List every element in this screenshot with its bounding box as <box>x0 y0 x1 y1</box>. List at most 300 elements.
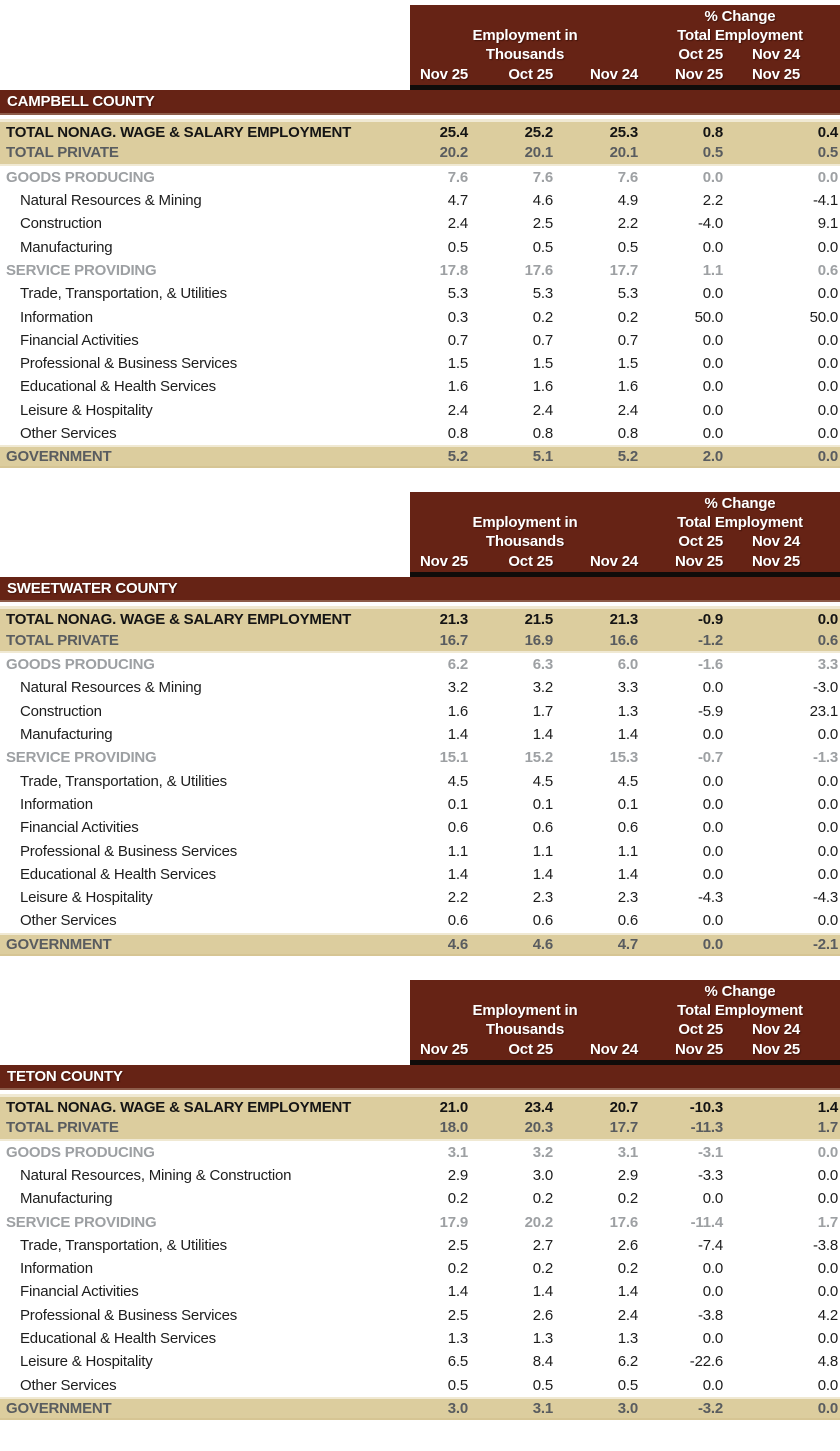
county-section <box>0 5 840 468</box>
row-label: Trade, Transportation, & Utilities <box>20 285 227 303</box>
cell-value: 0.0 <box>817 331 838 349</box>
total-employment-label: Total Employment <box>677 1001 803 1019</box>
cell-value: -1.3 <box>812 749 838 767</box>
header-row-4 <box>410 551 840 572</box>
cell-value: 4.6 <box>532 935 553 953</box>
table-row <box>0 329 840 352</box>
cell-value: 0.7 <box>447 331 468 349</box>
row-label: TOTAL NONAG. WAGE & SALARY EMPLOYMENT <box>6 1098 352 1116</box>
table-row <box>0 259 840 282</box>
col-label-nov25: Nov 25 <box>420 66 468 83</box>
cell-value: 4.7 <box>447 192 468 210</box>
row-label: Trade, Transportation, & Utilities <box>20 1236 227 1254</box>
cell-value: -1.2 <box>697 631 723 649</box>
cell-value: 20.1 <box>524 144 553 162</box>
table-body <box>0 1094 840 1420</box>
cell-value: 1.1 <box>702 261 723 279</box>
cell-value: 0.0 <box>817 819 838 837</box>
cell-value: 0.1 <box>617 795 638 813</box>
county-band <box>0 1065 840 1090</box>
cell-value: 4.8 <box>817 1353 838 1371</box>
cell-value: 20.1 <box>609 144 638 162</box>
cell-value: 1.1 <box>532 842 553 860</box>
cell-value: 0.6 <box>617 912 638 930</box>
table-row <box>0 630 840 653</box>
cell-value: 0.0 <box>817 1399 838 1417</box>
cell-value: 0.5 <box>702 144 723 162</box>
row-label: Trade, Transportation, & Utilities <box>20 772 227 790</box>
cell-value: 0.0 <box>702 679 723 697</box>
table-row <box>0 909 840 932</box>
cell-value: 7.6 <box>532 168 553 186</box>
cell-value: 2.5 <box>447 1306 468 1324</box>
cell-value: 23.4 <box>524 1098 553 1116</box>
county-name: CAMPBELL COUNTY <box>7 93 155 110</box>
cell-value: 1.6 <box>447 702 468 720</box>
row-label: Professional & Business Services <box>20 1306 238 1324</box>
header-spacer <box>410 982 640 1001</box>
cell-value: 0.5 <box>617 1376 638 1394</box>
cell-value: -0.9 <box>697 611 723 629</box>
change-nov24-top-label: Nov 24 <box>752 533 800 551</box>
cell-value: 0.0 <box>817 168 838 186</box>
cell-value: -3.8 <box>697 1306 723 1324</box>
row-label: Leisure & Hospitality <box>20 401 153 419</box>
cell-value: 3.1 <box>447 1143 468 1161</box>
cell-value: 0.0 <box>817 401 838 419</box>
cell-value: 0.6 <box>817 261 838 279</box>
cell-value: 3.0 <box>532 1166 553 1184</box>
total-employment-label: Total Employment <box>677 514 803 532</box>
row-label: Leisure & Hospitality <box>20 889 153 907</box>
cell-value: 0.0 <box>702 842 723 860</box>
cell-value: 0.0 <box>702 238 723 256</box>
cell-value: 2.4 <box>617 401 638 419</box>
col-label-nov25: Nov 25 <box>420 553 468 571</box>
header-row-1 <box>410 982 840 1001</box>
cell-value: 21.3 <box>609 611 638 629</box>
cell-value: 4.6 <box>532 192 553 210</box>
row-label: Educational & Health Services <box>20 865 216 883</box>
header-row-4 <box>410 1039 840 1060</box>
table-row <box>0 1327 840 1350</box>
cell-value: 3.0 <box>447 1399 468 1417</box>
cell-value: 0.0 <box>817 355 838 373</box>
cell-value: 0.0 <box>702 1260 723 1278</box>
cell-value: 8.4 <box>532 1353 553 1371</box>
cell-value: 0.2 <box>447 1190 468 1208</box>
cell-value: 2.2 <box>447 889 468 907</box>
table-row <box>0 1187 840 1210</box>
col-label-nov24: Nov 24 <box>590 66 638 83</box>
table-row <box>0 839 840 862</box>
cell-value: 5.1 <box>532 448 553 466</box>
table-row <box>0 1257 840 1280</box>
cell-value: 0.2 <box>532 1260 553 1278</box>
cell-value: 1.4 <box>817 1098 838 1116</box>
cell-value: 17.7 <box>609 261 638 279</box>
header-row-3 <box>410 45 840 64</box>
row-label: Manufacturing <box>20 726 113 744</box>
cell-value: 0.0 <box>817 611 838 629</box>
cell-value: 0.4 <box>817 123 838 141</box>
table-row <box>0 1280 840 1303</box>
cell-value: 1.4 <box>447 726 468 744</box>
cell-value: 1.6 <box>447 378 468 396</box>
table-row <box>0 142 840 165</box>
table-body <box>0 606 840 955</box>
cell-value: 50.0 <box>694 308 723 326</box>
col-label-chg-nov25-2: Nov 25 <box>752 553 800 571</box>
cell-value: 5.2 <box>617 448 638 466</box>
cell-value: -11.3 <box>690 1119 723 1137</box>
row-label: Natural Resources & Mining <box>20 192 202 210</box>
cell-value: 1.4 <box>532 726 553 744</box>
cell-value: 1.3 <box>447 1330 468 1348</box>
cell-value: 2.6 <box>532 1306 553 1324</box>
cell-value: 2.5 <box>532 215 553 233</box>
row-label: GOVERNMENT <box>6 935 112 953</box>
col-label-chg-nov25-2: Nov 25 <box>752 66 800 83</box>
cell-value: 25.4 <box>439 123 468 141</box>
cell-value: 1.4 <box>447 865 468 883</box>
change-oct25-top-label: Oct 25 <box>678 533 723 551</box>
row-label: SERVICE PROVIDING <box>6 749 157 767</box>
cell-value: 0.0 <box>702 355 723 373</box>
row-label: SERVICE PROVIDING <box>6 261 157 279</box>
cell-value: 1.4 <box>447 1283 468 1301</box>
cell-value: 0.2 <box>617 1260 638 1278</box>
cell-value: 18.0 <box>439 1119 468 1137</box>
change-oct25-top-label: Oct 25 <box>678 46 723 63</box>
cell-value: 2.9 <box>447 1166 468 1184</box>
cell-value: -2.1 <box>812 935 838 953</box>
cell-value: -4.1 <box>812 192 838 210</box>
cell-value: 0.0 <box>817 1330 838 1348</box>
row-label: TOTAL PRIVATE <box>6 631 119 649</box>
cell-value: 17.6 <box>524 261 553 279</box>
cell-value: 1.7 <box>817 1213 838 1231</box>
cell-value: 0.2 <box>447 1260 468 1278</box>
cell-value: 2.4 <box>447 401 468 419</box>
change-nov24-top-label: Nov 24 <box>752 1020 800 1038</box>
table-row <box>0 422 840 445</box>
cell-value: 3.1 <box>532 1399 553 1417</box>
row-label: Financial Activities <box>20 331 139 349</box>
cell-value: -7.4 <box>697 1236 723 1254</box>
table-row <box>0 1094 840 1117</box>
cell-value: 5.3 <box>617 285 638 303</box>
table-row <box>0 375 840 398</box>
row-label: Other Services <box>20 912 117 930</box>
cell-value: 6.2 <box>447 656 468 674</box>
cell-value: 17.6 <box>609 1213 638 1231</box>
cell-value: 9.1 <box>817 215 838 233</box>
header-spacer <box>410 7 640 26</box>
cell-value: 7.6 <box>447 168 468 186</box>
cell-value: 0.5 <box>532 1376 553 1394</box>
table-row <box>0 235 840 258</box>
cell-value: 1.4 <box>532 865 553 883</box>
column-header <box>410 492 840 577</box>
row-label: TOTAL PRIVATE <box>6 1119 119 1137</box>
table-row <box>0 282 840 305</box>
cell-value: 1.1 <box>447 842 468 860</box>
table-row <box>0 305 840 328</box>
cell-value: 1.5 <box>532 355 553 373</box>
cell-value: 6.2 <box>617 1353 638 1371</box>
row-label: GOVERNMENT <box>6 1399 112 1417</box>
cell-value: 0.0 <box>702 168 723 186</box>
cell-value: -11.4 <box>690 1213 723 1231</box>
cell-value: 0.5 <box>447 238 468 256</box>
header-row-2 <box>410 1001 840 1020</box>
row-label: TOTAL NONAG. WAGE & SALARY EMPLOYMENT <box>6 123 352 141</box>
cell-value: 1.3 <box>617 702 638 720</box>
cell-value: 0.0 <box>702 1330 723 1348</box>
table-row <box>0 606 840 629</box>
header-row-3 <box>410 532 840 551</box>
table-row <box>0 399 840 422</box>
cell-value: 0.0 <box>817 865 838 883</box>
cell-value: 1.7 <box>532 702 553 720</box>
table-row <box>0 770 840 793</box>
cell-value: 0.6 <box>447 912 468 930</box>
col-label-oct25: Oct 25 <box>508 66 553 83</box>
cell-value: 0.0 <box>702 1283 723 1301</box>
cell-value: 0.0 <box>817 726 838 744</box>
pct-change-label: % Change <box>704 495 776 513</box>
cell-value: 1.3 <box>532 1330 553 1348</box>
header-spacer <box>410 494 640 513</box>
cell-value: 0.3 <box>447 308 468 326</box>
row-label: TOTAL PRIVATE <box>6 144 119 162</box>
cell-value: 3.1 <box>617 1143 638 1161</box>
cell-value: -3.2 <box>697 1399 723 1417</box>
cell-value: -5.9 <box>697 702 723 720</box>
cell-value: 20.2 <box>439 144 468 162</box>
table-body <box>0 119 840 468</box>
pct-change-label: % Change <box>704 8 776 25</box>
cell-value: 0.2 <box>617 1190 638 1208</box>
cell-value: 6.5 <box>447 1353 468 1371</box>
row-label: Manufacturing <box>20 238 113 256</box>
cell-value: 17.9 <box>439 1213 468 1231</box>
cell-value: 23.1 <box>809 702 838 720</box>
cell-value: 21.5 <box>524 611 553 629</box>
row-label: Construction <box>20 215 102 233</box>
cell-value: 0.0 <box>702 795 723 813</box>
cell-value: 1.6 <box>617 378 638 396</box>
cell-value: 0.0 <box>817 1143 838 1161</box>
table-row <box>0 1234 840 1257</box>
cell-value: 25.3 <box>609 123 638 141</box>
cell-value: -3.1 <box>697 1143 723 1161</box>
county-section <box>0 492 840 955</box>
cell-value: 0.0 <box>702 935 723 953</box>
col-label-nov24: Nov 24 <box>590 1040 638 1058</box>
cell-value: 2.5 <box>447 1236 468 1254</box>
row-label: Other Services <box>20 425 117 442</box>
cell-value: 15.1 <box>439 749 468 767</box>
county-name: TETON COUNTY <box>7 1067 123 1085</box>
cell-value: 0.0 <box>702 772 723 790</box>
col-label-nov25: Nov 25 <box>420 1040 468 1058</box>
cell-value: 2.4 <box>532 401 553 419</box>
cell-value: 0.0 <box>817 285 838 303</box>
row-label: SERVICE PROVIDING <box>6 1213 157 1231</box>
thousands-label: Thousands <box>485 533 565 551</box>
cell-value: -22.6 <box>689 1353 723 1371</box>
header-row-3 <box>410 1020 840 1039</box>
row-label: Leisure & Hospitality <box>20 1353 153 1371</box>
cell-value: 0.0 <box>817 1260 838 1278</box>
cell-value: 0.0 <box>817 1166 838 1184</box>
cell-value: 1.4 <box>617 1283 638 1301</box>
employment-in-label: Employment in <box>472 27 578 44</box>
cell-value: 0.0 <box>817 772 838 790</box>
cell-value: 16.6 <box>609 631 638 649</box>
header-row-1 <box>410 494 840 513</box>
cell-value: 17.7 <box>609 1119 638 1137</box>
cell-value: 3.2 <box>447 679 468 697</box>
cell-value: 1.4 <box>617 726 638 744</box>
cell-value: 0.0 <box>817 448 838 466</box>
table-row <box>0 863 840 886</box>
cell-value: 0.1 <box>447 795 468 813</box>
row-label: GOODS PRODUCING <box>6 168 155 186</box>
cell-value: 0.6 <box>532 912 553 930</box>
county-name: SWEETWATER COUNTY <box>7 580 178 598</box>
cell-value: 0.1 <box>532 795 553 813</box>
cell-value: 0.5 <box>617 238 638 256</box>
cell-value: 7.6 <box>617 168 638 186</box>
cell-value: 0.0 <box>817 912 838 930</box>
cell-value: 0.0 <box>817 842 838 860</box>
cell-value: 1.4 <box>617 865 638 883</box>
col-label-chg-nov25: Nov 25 <box>675 1040 723 1058</box>
table-row <box>0 189 840 212</box>
cell-value: 0.5 <box>532 238 553 256</box>
row-label: Information <box>20 1260 93 1278</box>
cell-value: -4.3 <box>812 889 838 907</box>
table-row <box>0 653 840 676</box>
cell-value: 6.3 <box>532 656 553 674</box>
total-employment-label: Total Employment <box>677 27 803 44</box>
cell-value: 5.3 <box>532 285 553 303</box>
cell-value: 2.9 <box>617 1166 638 1184</box>
cell-value: 0.0 <box>702 401 723 419</box>
cell-value: 3.0 <box>617 1399 638 1417</box>
row-label: Information <box>20 308 93 326</box>
cell-value: 4.5 <box>532 772 553 790</box>
table-row <box>0 1117 840 1140</box>
table-row <box>0 933 840 956</box>
table-row <box>0 1141 840 1164</box>
cell-value: 0.6 <box>532 819 553 837</box>
row-label: Manufacturing <box>20 1190 113 1208</box>
cell-value: 21.0 <box>439 1098 468 1116</box>
row-label: Professional & Business Services <box>20 842 238 860</box>
table-row <box>0 700 840 723</box>
table-row <box>0 1210 840 1233</box>
cell-value: 0.0 <box>817 1283 838 1301</box>
cell-value: 15.3 <box>609 749 638 767</box>
row-label: Educational & Health Services <box>20 1330 216 1348</box>
cell-value: 1.5 <box>447 355 468 373</box>
row-label: Construction <box>20 702 102 720</box>
cell-value: 0.0 <box>702 726 723 744</box>
cell-value: 0.0 <box>817 238 838 256</box>
cell-value: 0.6 <box>817 631 838 649</box>
cell-value: 0.6 <box>447 819 468 837</box>
row-label: Natural Resources, Mining & Construction <box>20 1166 292 1184</box>
row-label: Educational & Health Services <box>20 378 216 396</box>
cell-value: 20.3 <box>524 1119 553 1137</box>
cell-value: 0.0 <box>702 425 723 442</box>
cell-value: 16.9 <box>524 631 553 649</box>
cell-value: 2.2 <box>617 215 638 233</box>
cell-value: 0.8 <box>532 425 553 442</box>
county-band <box>0 577 840 602</box>
header-row-1 <box>410 7 840 26</box>
cell-value: 0.5 <box>447 1376 468 1394</box>
cell-value: 3.3 <box>817 656 838 674</box>
cell-value: 0.2 <box>532 1190 553 1208</box>
cell-value: 4.2 <box>817 1306 838 1324</box>
cell-value: 4.5 <box>447 772 468 790</box>
row-label: TOTAL NONAG. WAGE & SALARY EMPLOYMENT <box>6 611 352 629</box>
column-header <box>410 980 840 1065</box>
table-row <box>0 352 840 375</box>
cell-value: 20.7 <box>609 1098 638 1116</box>
cell-value: 0.0 <box>817 1376 838 1394</box>
table-row <box>0 1373 840 1396</box>
cell-value: 21.3 <box>439 611 468 629</box>
row-label: Financial Activities <box>20 1283 139 1301</box>
cell-value: 4.9 <box>617 192 638 210</box>
cell-value: 2.0 <box>702 448 723 466</box>
change-nov24-top-label: Nov 24 <box>752 46 800 63</box>
cell-value: 25.2 <box>524 123 553 141</box>
cell-value: 0.8 <box>702 123 723 141</box>
table-row <box>0 1304 840 1327</box>
cell-value: 1.4 <box>532 1283 553 1301</box>
cell-value: 2.4 <box>617 1306 638 1324</box>
cell-value: 0.2 <box>617 308 638 326</box>
header-row-2 <box>410 513 840 532</box>
table-row <box>0 676 840 699</box>
pct-change-label: % Change <box>704 982 776 1000</box>
cell-value: 0.0 <box>702 285 723 303</box>
cell-value: 1.3 <box>617 1330 638 1348</box>
cell-value: 0.0 <box>702 865 723 883</box>
cell-value: 2.7 <box>532 1236 553 1254</box>
cell-value: 1.5 <box>617 355 638 373</box>
table-row <box>0 746 840 769</box>
cell-value: -4.0 <box>697 215 723 233</box>
cell-value: 0.6 <box>617 819 638 837</box>
cell-value: 4.7 <box>617 935 638 953</box>
cell-value: 0.7 <box>532 331 553 349</box>
table-row <box>0 816 840 839</box>
cell-value: -3.8 <box>812 1236 838 1254</box>
cell-value: -0.7 <box>697 749 723 767</box>
table-row <box>0 1350 840 1373</box>
cell-value: 4.5 <box>617 772 638 790</box>
table-row <box>0 793 840 816</box>
col-label-oct25: Oct 25 <box>508 1040 553 1058</box>
